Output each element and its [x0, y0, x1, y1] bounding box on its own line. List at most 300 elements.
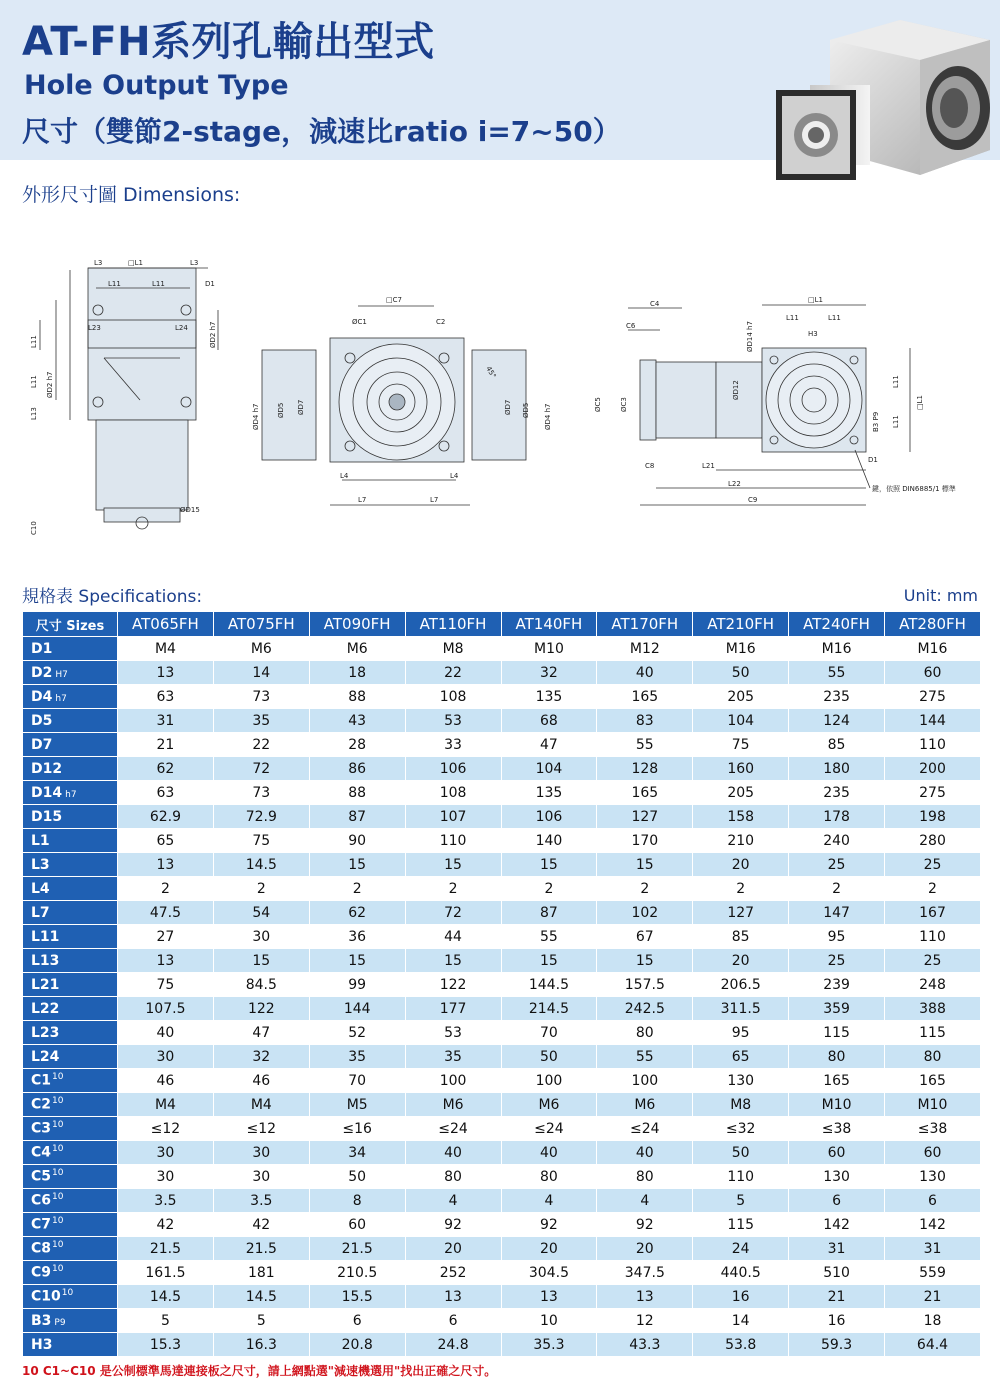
table-cell: 110: [405, 829, 501, 853]
table-cell: 86: [309, 757, 405, 781]
row-label: [23, 1069, 118, 1093]
label-L11-right: L11: [892, 375, 900, 388]
row-label-name: D1: [31, 640, 53, 657]
table-cell: 25: [789, 853, 885, 877]
label-D7-right: ØD7: [504, 399, 512, 415]
table-cell: 275: [885, 781, 981, 805]
row-label-name: B3: [31, 1312, 52, 1329]
table-cell: 147: [789, 901, 885, 925]
table-cell: 85: [693, 925, 789, 949]
table-cell: 88: [309, 685, 405, 709]
table-cell: M10: [789, 1093, 885, 1117]
row-label-name: D5: [31, 712, 53, 729]
row-label: [23, 901, 118, 925]
row-label: [23, 973, 118, 997]
row-label: [23, 1165, 118, 1189]
label-L24: L24: [175, 324, 188, 332]
table-cell: 83: [597, 709, 693, 733]
table-cell: 63: [118, 685, 214, 709]
label-key-note: 鍵，依照 DIN6885/1 標準: [872, 485, 956, 493]
table-cell: 92: [597, 1213, 693, 1237]
table-row: [23, 805, 981, 829]
table-cell: 280: [885, 829, 981, 853]
row-label-name: C10: [31, 1288, 61, 1305]
row-label-suffix: h7: [65, 789, 77, 800]
table-cell: 80: [405, 1165, 501, 1189]
label-D4-left: ØD4 h7: [252, 403, 260, 430]
label-C8: C8: [645, 462, 655, 470]
row-label-suffix: 10: [52, 1144, 64, 1155]
table-cell: 85: [789, 733, 885, 757]
table-cell: 16.3: [213, 1333, 309, 1357]
label-C2: C2: [436, 318, 446, 326]
label-C3: ØC3: [620, 397, 628, 412]
table-cell: 178: [789, 805, 885, 829]
table-cell: 43.3: [597, 1333, 693, 1357]
table-cell: 42: [213, 1213, 309, 1237]
table-cell: 15: [405, 853, 501, 877]
row-label-suffix: H7: [55, 669, 68, 680]
table-cell: 235: [789, 685, 885, 709]
table-cell: 80: [501, 1165, 597, 1189]
table-cell: 92: [501, 1213, 597, 1237]
table-cell: 47.5: [118, 901, 214, 925]
table-cell: 107: [405, 805, 501, 829]
table-cell: 2: [693, 877, 789, 901]
table-cell: 2: [597, 877, 693, 901]
table-cell: 55: [597, 733, 693, 757]
table-cell: 68: [501, 709, 597, 733]
table-cell: 40: [405, 1141, 501, 1165]
label-L21: L21: [702, 462, 715, 470]
table-cell: 34: [309, 1141, 405, 1165]
table-cell: 88: [309, 781, 405, 805]
table-cell: 30: [118, 1045, 214, 1069]
table-cell: 55: [501, 925, 597, 949]
table-cell: 80: [789, 1045, 885, 1069]
table-cell: M4: [118, 1093, 214, 1117]
table-cell: 42: [118, 1213, 214, 1237]
table-cell: 80: [885, 1045, 981, 1069]
table-cell: 2: [213, 877, 309, 901]
table-row: [23, 661, 981, 685]
table-cell: 21: [789, 1285, 885, 1309]
table-cell: 21.5: [118, 1237, 214, 1261]
table-cell: 32: [213, 1045, 309, 1069]
row-label-suffix: P9: [54, 1317, 66, 1328]
table-cell: 106: [405, 757, 501, 781]
row-label: [23, 805, 118, 829]
table-row: [23, 1165, 981, 1189]
table-cell: 60: [885, 1141, 981, 1165]
table-cell: 18: [885, 1309, 981, 1333]
table-cell: 144: [309, 997, 405, 1021]
table-cell: 33: [405, 733, 501, 757]
table-cell: ≤24: [597, 1117, 693, 1141]
table-cell: 304.5: [501, 1261, 597, 1285]
table-cell: 65: [693, 1045, 789, 1069]
table-cell: 13: [118, 661, 214, 685]
table-cell: 62: [309, 901, 405, 925]
table-cell: 50: [693, 661, 789, 685]
table-cell: 110: [885, 733, 981, 757]
table-cell: 13: [597, 1285, 693, 1309]
table-cell: 67: [597, 925, 693, 949]
table-row: [23, 1285, 981, 1309]
table-cell: 104: [693, 709, 789, 733]
table-row: [23, 949, 981, 973]
table-row: [23, 709, 981, 733]
table-cell: 157.5: [597, 973, 693, 997]
table-cell: 275: [885, 685, 981, 709]
table-cell: M10: [501, 637, 597, 661]
label-D2-right: ØD2 h7: [209, 321, 217, 348]
table-cell: M12: [597, 637, 693, 661]
table-cell: 124: [789, 709, 885, 733]
table-cell: 6: [405, 1309, 501, 1333]
label-L11b: L11: [152, 280, 165, 288]
table-cell: 20: [693, 853, 789, 877]
row-label-name: C2: [31, 1096, 52, 1113]
table-cell: 50: [693, 1141, 789, 1165]
table-cell: 43: [309, 709, 405, 733]
table-row: [23, 1141, 981, 1165]
row-label: [23, 1045, 118, 1069]
table-cell: M4: [213, 1093, 309, 1117]
table-cell: 10: [501, 1309, 597, 1333]
row-label-name: L24: [31, 1048, 60, 1065]
label-L7a: L7: [358, 496, 367, 504]
table-cell: 110: [885, 925, 981, 949]
table-cell: 510: [789, 1261, 885, 1285]
table-cell: 180: [789, 757, 885, 781]
row-label: [23, 661, 118, 685]
table-cell: 140: [501, 829, 597, 853]
table-cell: 8: [309, 1189, 405, 1213]
table-cell: 16: [693, 1285, 789, 1309]
table-cell: 6: [309, 1309, 405, 1333]
table-cell: 311.5: [693, 997, 789, 1021]
table-cell: 2: [309, 877, 405, 901]
row-label-name: L22: [31, 1000, 60, 1017]
label-D2-left: ØD2 h7: [46, 371, 54, 398]
column-header: AT090FH: [309, 612, 405, 637]
table-cell: 4: [597, 1189, 693, 1213]
table-cell: 72: [405, 901, 501, 925]
table-cell: 235: [789, 781, 885, 805]
label-D5-right: ØD5: [522, 402, 530, 418]
table-cell: 30: [213, 925, 309, 949]
row-label: [23, 949, 118, 973]
product-image: [770, 0, 1000, 195]
table-cell: 20: [597, 1237, 693, 1261]
table-cell: 62: [118, 757, 214, 781]
table-cell: 181: [213, 1261, 309, 1285]
table-cell: 95: [789, 925, 885, 949]
table-cell: M6: [309, 637, 405, 661]
table-cell: M10: [885, 1093, 981, 1117]
label-B3: B3 P9: [872, 411, 880, 432]
label-D5-left: ØD5: [277, 402, 285, 418]
row-label: [23, 853, 118, 877]
table-cell: 161.5: [118, 1261, 214, 1285]
table-cell: 165: [597, 781, 693, 805]
drawing-top-view: [628, 305, 910, 505]
table-row: [23, 1093, 981, 1117]
label-D4-right: ØD4 h7: [544, 403, 552, 430]
drawing-side-view: [40, 268, 218, 529]
table-corner-label: 尺寸 Sizes: [23, 612, 118, 637]
table-cell: 127: [693, 901, 789, 925]
row-label: [23, 1285, 118, 1309]
row-label: [23, 733, 118, 757]
table-cell: 248: [885, 973, 981, 997]
table-cell: 5: [213, 1309, 309, 1333]
table-cell: 62.9: [118, 805, 214, 829]
table-row: [23, 637, 981, 661]
column-header: AT240FH: [789, 612, 885, 637]
table-cell: 15.3: [118, 1333, 214, 1357]
table-cell: M4: [118, 637, 214, 661]
table-cell: 70: [309, 1069, 405, 1093]
table-cell: 128: [597, 757, 693, 781]
table-cell: 73: [213, 781, 309, 805]
table-cell: 252: [405, 1261, 501, 1285]
row-label-suffix: 10: [52, 1072, 64, 1083]
table-cell: 4: [405, 1189, 501, 1213]
label-L3b: L3: [190, 259, 199, 267]
table-cell: 53: [405, 709, 501, 733]
table-cell: 55: [597, 1045, 693, 1069]
row-label: [23, 685, 118, 709]
row-label: [23, 781, 118, 805]
unit-label: Unit: mm: [903, 586, 978, 605]
row-label-suffix: 10: [61, 1288, 74, 1299]
row-label-name: D7: [31, 736, 53, 753]
row-label-name: L23: [31, 1024, 60, 1041]
row-label-name: C4: [31, 1144, 52, 1161]
table-cell: 20: [405, 1237, 501, 1261]
row-label: [23, 1117, 118, 1141]
row-label-suffix: 10: [52, 1216, 64, 1227]
row-label: [23, 757, 118, 781]
table-cell: 18: [309, 661, 405, 685]
table-cell: 59.3: [789, 1333, 885, 1357]
table-row: [23, 1069, 981, 1093]
table-cell: 87: [309, 805, 405, 829]
table-cell: 31: [118, 709, 214, 733]
table-cell: 200: [885, 757, 981, 781]
table-cell: 240: [789, 829, 885, 853]
table-cell: 2: [405, 877, 501, 901]
row-label-suffix: 10: [52, 1264, 64, 1275]
table-cell: 107.5: [118, 997, 214, 1021]
table-cell: 122: [213, 997, 309, 1021]
table-cell: 2: [501, 877, 597, 901]
table-row: [23, 901, 981, 925]
table-cell: 40: [501, 1141, 597, 1165]
table-cell: 35: [309, 1045, 405, 1069]
column-header: AT075FH: [213, 612, 309, 637]
row-label-suffix: 10: [52, 1168, 64, 1179]
label-L11a: L11: [108, 280, 121, 288]
table-cell: 84.5: [213, 973, 309, 997]
table-cell: 25: [885, 949, 981, 973]
table-cell: 13: [501, 1285, 597, 1309]
row-label-name: D2: [31, 664, 53, 681]
row-label-suffix: 10: [52, 1240, 64, 1251]
table-cell: 160: [693, 757, 789, 781]
table-cell: 2: [789, 877, 885, 901]
table-cell: 4: [501, 1189, 597, 1213]
table-row: [23, 877, 981, 901]
row-label-name: H3: [31, 1336, 53, 1353]
table-cell: 40: [597, 661, 693, 685]
table-cell: M6: [501, 1093, 597, 1117]
table-cell: 115: [693, 1213, 789, 1237]
label-L1-top: □L1: [808, 296, 823, 304]
label-L7b: L7: [430, 496, 439, 504]
table-cell: 65: [118, 829, 214, 853]
label-L11b-top: L11: [828, 314, 841, 322]
table-row: [23, 685, 981, 709]
table-cell: 14.5: [213, 853, 309, 877]
table-cell: 170: [597, 829, 693, 853]
table-cell: 15: [405, 949, 501, 973]
table-cell: 142: [885, 1213, 981, 1237]
row-label: [23, 1189, 118, 1213]
row-label: [23, 1141, 118, 1165]
table-cell: 75: [118, 973, 214, 997]
label-C6: C6: [626, 322, 636, 330]
table-row: [23, 853, 981, 877]
row-label: [23, 925, 118, 949]
table-cell: 210.5: [309, 1261, 405, 1285]
table-cell: 15: [501, 853, 597, 877]
table-cell: 205: [693, 685, 789, 709]
table-cell: 165: [885, 1069, 981, 1093]
label-angle: 45°: [484, 365, 498, 380]
label-L4b: L4: [450, 472, 459, 480]
table-cell: 135: [501, 685, 597, 709]
table-cell: 5: [693, 1189, 789, 1213]
row-label: [23, 1093, 118, 1117]
table-cell: 130: [693, 1069, 789, 1093]
column-header: AT170FH: [597, 612, 693, 637]
table-cell: 177: [405, 997, 501, 1021]
table-cell: 167: [885, 901, 981, 925]
table-cell: 14: [213, 661, 309, 685]
table-row: [23, 1333, 981, 1357]
label-D15: ØD15: [180, 506, 200, 514]
table-cell: M5: [309, 1093, 405, 1117]
label-L11a-top: L11: [786, 314, 799, 322]
page-title: AT-FH系列孔輸出型式: [22, 19, 435, 65]
table-cell: 359: [789, 997, 885, 1021]
table-cell: 21.5: [309, 1237, 405, 1261]
table-row: [23, 1237, 981, 1261]
table-cell: 3.5: [118, 1189, 214, 1213]
table-cell: 24: [693, 1237, 789, 1261]
table-cell: 87: [501, 901, 597, 925]
table-cell: 60: [789, 1141, 885, 1165]
table-cell: 14.5: [213, 1285, 309, 1309]
table-cell: 20.8: [309, 1333, 405, 1357]
table-cell: M8: [405, 637, 501, 661]
row-label: [23, 1213, 118, 1237]
table-cell: 130: [789, 1165, 885, 1189]
column-header: AT110FH: [405, 612, 501, 637]
specifications-table: [22, 611, 981, 1357]
table-cell: 13: [118, 853, 214, 877]
table-cell: 90: [309, 829, 405, 853]
table-cell: 130: [885, 1165, 981, 1189]
dimensions-heading: 外形尺寸圖 Dimensions:: [22, 184, 241, 206]
table-cell: 30: [213, 1141, 309, 1165]
table-row: [23, 1045, 981, 1069]
label-L1-right: □L1: [916, 395, 924, 410]
row-label-name: C8: [31, 1240, 52, 1257]
label-L22: L22: [728, 480, 741, 488]
table-cell: 15: [501, 949, 597, 973]
table-cell: 73: [213, 685, 309, 709]
row-label-name: C9: [31, 1264, 52, 1281]
table-cell: 3.5: [213, 1189, 309, 1213]
table-cell: 24.8: [405, 1333, 501, 1357]
row-label: [23, 709, 118, 733]
table-cell: 20: [693, 949, 789, 973]
table-cell: 22: [213, 733, 309, 757]
table-cell: 15: [309, 949, 405, 973]
table-cell: 31: [885, 1237, 981, 1261]
label-C10: C10: [30, 521, 38, 535]
row-label: [23, 1309, 118, 1333]
table-cell: 100: [597, 1069, 693, 1093]
table-cell: 95: [693, 1021, 789, 1045]
table-cell: 110: [693, 1165, 789, 1189]
label-C7: □C7: [386, 296, 402, 304]
table-row: [23, 1117, 981, 1141]
table-cell: 100: [501, 1069, 597, 1093]
table-cell: 20: [501, 1237, 597, 1261]
table-row: [23, 781, 981, 805]
table-header-row: [23, 612, 981, 637]
table-cell: M6: [597, 1093, 693, 1117]
table-cell: 40: [118, 1021, 214, 1045]
table-cell: 239: [789, 973, 885, 997]
table-cell: 5: [118, 1309, 214, 1333]
table-cell: 35: [405, 1045, 501, 1069]
row-label: [23, 1021, 118, 1045]
table-cell: 22: [405, 661, 501, 685]
row-label-name: L21: [31, 976, 60, 993]
table-cell: ≤24: [405, 1117, 501, 1141]
table-cell: 205: [693, 781, 789, 805]
table-cell: 60: [309, 1213, 405, 1237]
table-cell: 80: [597, 1021, 693, 1045]
table-row: [23, 829, 981, 853]
label-L13: L13: [30, 407, 38, 420]
table-cell: 75: [693, 733, 789, 757]
label-D1-top: D1: [868, 456, 878, 464]
table-cell: 165: [789, 1069, 885, 1093]
table-cell: 158: [693, 805, 789, 829]
table-cell: 14.5: [118, 1285, 214, 1309]
label-D7-left: ØD7: [297, 399, 305, 415]
table-cell: 12: [597, 1309, 693, 1333]
label-D1: D1: [205, 280, 215, 288]
table-cell: 15: [597, 853, 693, 877]
